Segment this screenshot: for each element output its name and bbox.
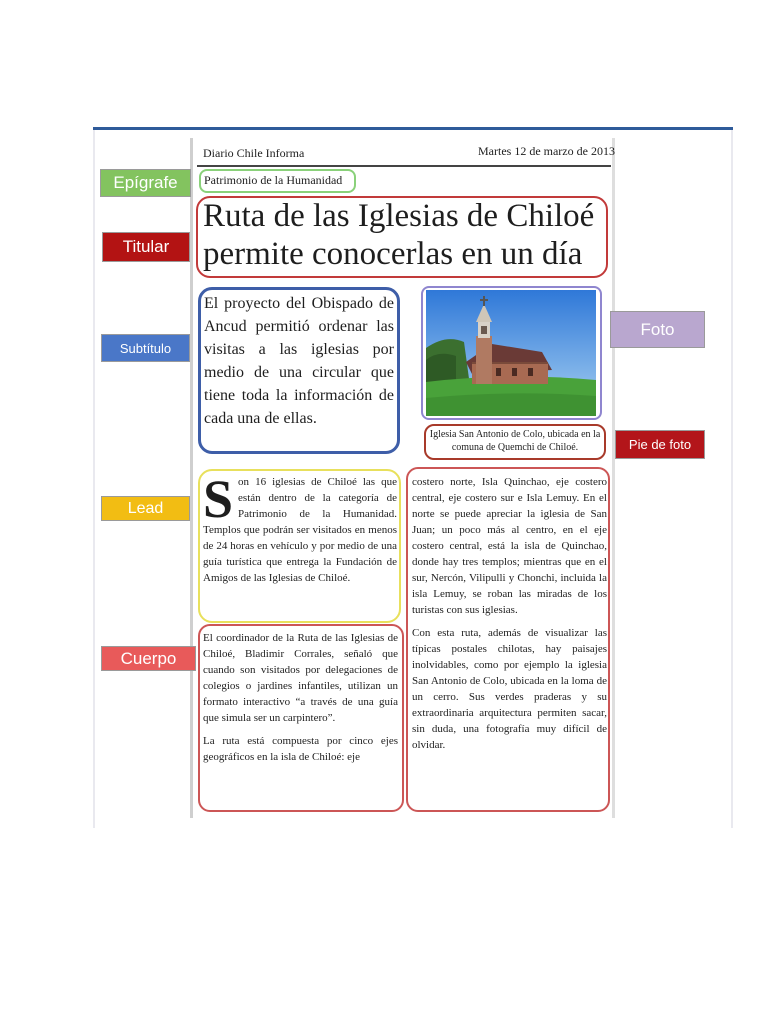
body-paragraph: costero norte, Isla Quinchao, eje costero central, eje costero sur e Isla Lemuy. En el norte se puede apreciar la iglesia de San Juan; un poco más al centro, en el eje costero central, está la isla de Quinchao, donde hay tres templos; mientras que en el sur, Nercón, Vilipulli y Chonchi, incluida la isla Lemuy, se roban las miradas de los turistas con sus iglesias. — [412, 476, 607, 616]
subheadline: El proyecto del Obispado de Ancud permitió ordenar las visitas a las iglesias por medio de una circular que tiene toda la información de cada una de ellas. — [204, 295, 394, 427]
newspaper-date: Martes 12 de marzo de 2013 — [478, 144, 615, 158]
body-paragraph: La ruta está compuesta por cinco ejes geográficos en la isla de Chiloé: eje — [203, 735, 398, 763]
label-subtitulo: Subtítulo — [101, 334, 190, 362]
newspaper-name: Diario Chile Informa — [203, 146, 305, 160]
frame-top-border — [93, 127, 733, 130]
label-titular: Titular — [102, 232, 190, 262]
church-illustration — [426, 290, 596, 416]
label-cuerpo: Cuerpo — [101, 646, 196, 671]
header-rule — [197, 165, 611, 167]
church-photo — [426, 290, 596, 416]
newspaper-left-edge — [190, 138, 193, 818]
headline: Ruta de las Iglesias de Chiloé permite conocerlas en un día — [203, 198, 595, 272]
label-lead: Lead — [101, 496, 190, 521]
body-paragraph: El coordinador de la Ruta de las Iglesias de Chiloé, Bladimir Corrales, señaló que cuando son visitados por delegaciones de colegios o jardines infantiles, utilizan un formato interactivo “a través de una guía que simula ser un carpintero”. — [203, 632, 398, 724]
frame-left-border — [93, 130, 95, 828]
newspaper-right-edge — [612, 138, 615, 818]
photo-caption: Iglesia San Antonio de Colo, ubicada en la comuna de Quemchi de Chiloé. — [429, 429, 601, 453]
frame-right-border — [731, 130, 733, 828]
lead-text: on 16 iglesias de Chiloé las que están dentro de la categoría de Patrimonio de la Humanidad. Templos que podrán ser visitados en menos de 24 horas en vehículo y por medio de una guía turística que entrega la Fundación de Amigos de las Iglesias de Chiloé. — [203, 476, 397, 584]
body-column-left — [203, 630, 398, 772]
body-column-right — [412, 474, 607, 760]
lead-dropcap: S — [203, 469, 234, 529]
label-foto: Foto — [610, 311, 705, 348]
body-paragraph: Con esta ruta, además de visualizar las típicas postales chilotas, hay paisajes inolvidables, como por ejemplo la iglesia San Antonio de Colo, ubicada en la loma de un cerro. Sus verdes praderas y su extraordinaria arquitectura permiten sacar, sin duda, una fotografía muy difícil de olvidar. — [412, 627, 607, 751]
label-pie-de-foto: Pie de foto — [615, 430, 705, 459]
epigrafe-text: Patrimonio de la Humanidad — [204, 173, 343, 187]
label-epigrafe: Epígrafe — [100, 169, 191, 197]
lead-paragraph — [203, 469, 397, 586]
